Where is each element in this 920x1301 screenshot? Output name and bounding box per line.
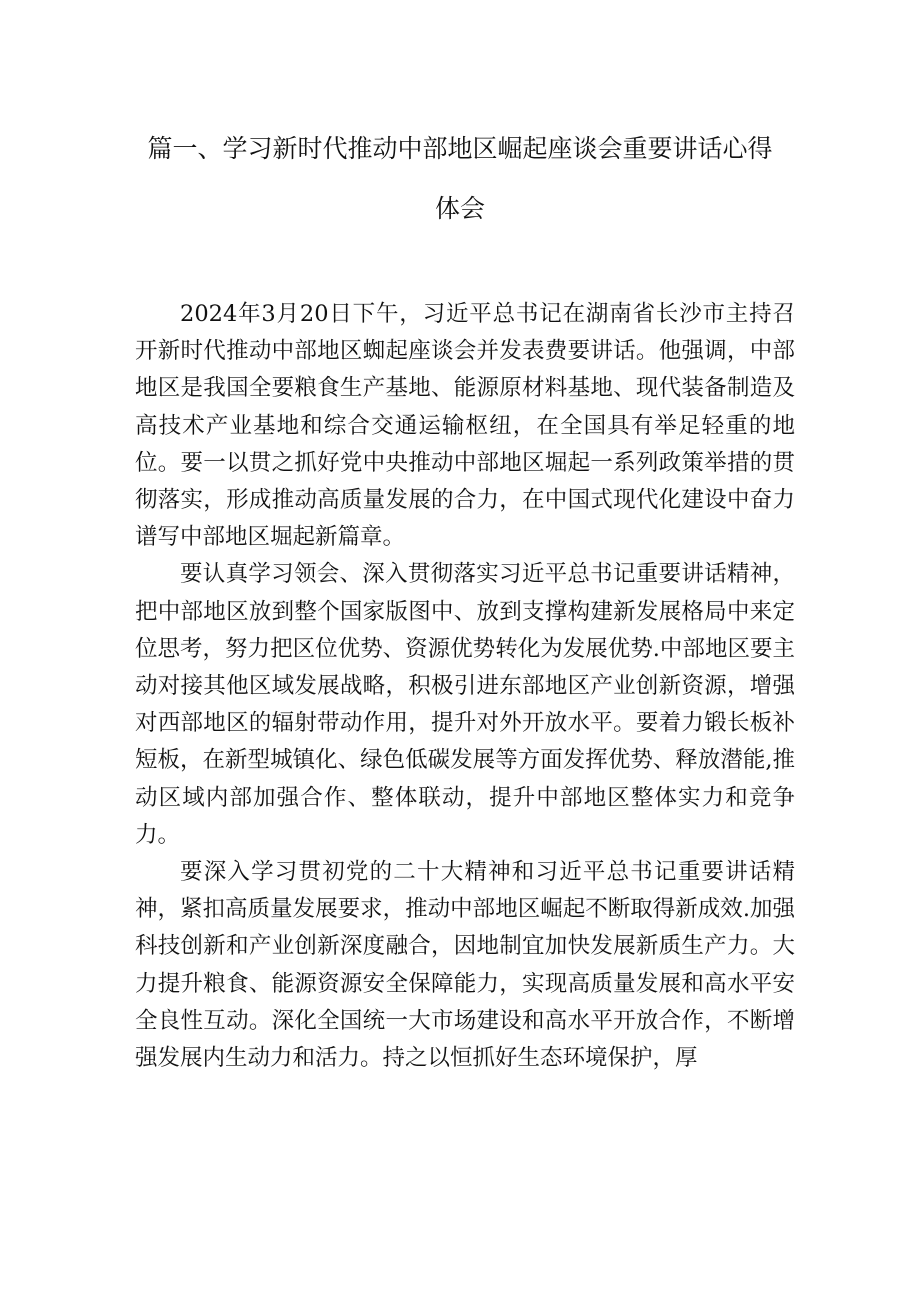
paragraph-3: 要深入学习贯初党的二十大精神和习近平总书记重要讲话精神，紧扣高质量发展要求，推动中部地区崛起不断取得新成效.加强科技创新和产业创新深度融合，因地制宜加快发展新质生产力。大力提升粮食、能源资源安全保障能力，实现高质量发展和高水平安全良性互动。深化全国统一大市场建设和高水平开放合作，不断增强发展内生动力和活力。持之以恒抓好生态环境保护，厚 — [135, 859, 795, 1072]
document-title-line-2: 体会 — [434, 194, 485, 223]
paragraph-2: 要认真学习领会、深入贯彻落实习近平总书记重要讲话精神，把中部地区放到整个国家版图中、放到支撑构建新发展格局中来定位思考，努力把区位优势、资源优势转化为发展优势.中部地区要主动对接其他区域发展战略，积极引进东部地区产业创新资源，增强对西部地区的辐射带动作用，提升对外开放水平。要着力锻长板补短板，在新型城镇化、绿色低碳发展等方面发挥优势、释放潜能,推动区域内部加强合作、整体联动，提升中部地区整体实力和竞争力。 — [135, 561, 795, 848]
paragraph-1: 2024年3月20日下午，习近平总书记在湖南省长沙市主持召开新时代推动中部地区蜘起座谈会并发表费要讲话。他强调，中部地区是我国全要粮食生产基地、能源原材料基地、现代装备制造及高技术产业基地和综合交通运输枢纽，在全国具有举足轻重的地位。要一以贯之抓好党中央推动中部地区堀起一系列政策举措的贯彻落实，形成推动高质量发展的合力，在中国式现代化建设中奋力谱写中部地区堀起新篇章。 — [135, 301, 795, 551]
document-body — [135, 296, 795, 1077]
document-title-line-1: 篇一、学习新时代推动中部地区崛起座谈会重要讲话心得 — [147, 134, 773, 163]
